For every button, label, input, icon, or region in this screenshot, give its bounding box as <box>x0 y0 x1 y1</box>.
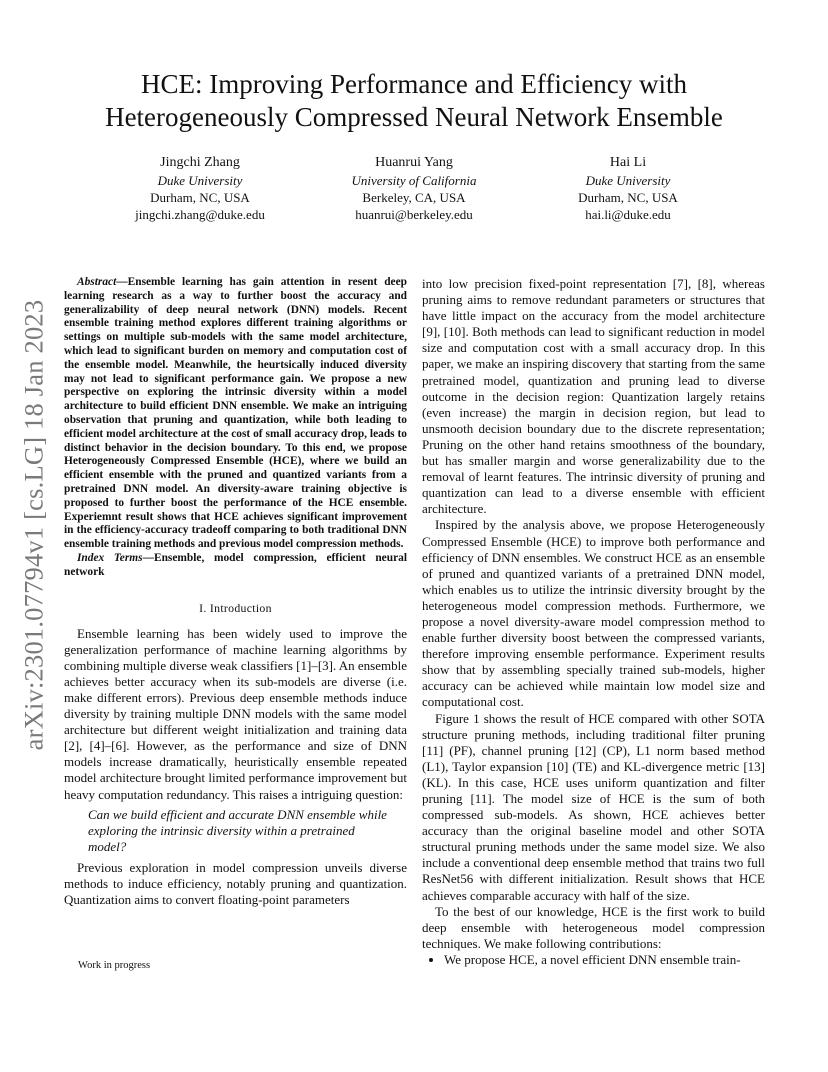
right-paragraph-3: Figure 1 shows the result of HCE compared with other SOTA structure pruning methods, including traditional filter pruning [11] (PF), channel pruning [12] (CP), L1 norm based method (L1), Taylor expansion [10] (TE) and KL-divergence metric [13] (KL). In this case, HCE uses uniform quantization and filter pruning [11]. The model size of HCE is the sum of both compressed sub-models. As shown, HCE achieves better accuracy than the original baseline model and other SOTA structural pruning methods under the same model size. We also include a conventional deep ensemble method that trains two full ResNet56 with different initialization. Result shows that HCE achieves comparable accuracy with half of the size. <box>422 710 765 903</box>
abstract-text: —Ensemble learning has gain attention in resent deep learning research as a way to further boost the accuracy and generalizability of deep neural network (DNN) models. Recent ensemble training method explores different training algorithms or settings on multiple sub-models with the same model architecture, which lead to significant burden on memory and computation cost of the ensemble model. Meanwhile, the heurtsically induced diversity may not lead to significant performance gain. We propose a new perspective on exploring the intrinsic diversity within a model architecture to build efficient DNN ensemble. We make an intriguing observation that pruning and quantization, while both leading to efficient model architecture at the cost of small accuracy drop, leads to distinct behavior in the decision boundary. To this end, we propose Heterogeneously Compressed Ensemble (HCE), where we build an efficient ensemble with the pruned and quantized variants from a pretrained DNN model. An diversity-aware training objective is proposed to further boost the performance of the HCE ensemble. Experiemnt result shows that HCE achieves significant improvement in the efficiency-accuracy tradeoff comparing to both traditional DNN ensemble training methods and previous model compression methods. <box>64 276 407 551</box>
author-email: hai.li@duke.edu <box>585 207 671 222</box>
contribution-item: • We propose HCE, a novel efficient DNN ensemble train- <box>444 952 765 968</box>
author-3 <box>528 154 728 223</box>
footnote: Work in progress <box>78 960 151 971</box>
right-paragraph-1: into low precision fixed-point representation [7], [8], whereas pruning aims to remove redundant parameters or structures that have little impact on the accuracy from the model architecture [9], [10]. Both methods can lead to significant reduction in model size and computation cost with a small accuracy drop. In this paper, we make an inspiring discovery that starting from the same pretrained model, quantization and pruning lead to diverse outcome in the decision region: Quantization largely retains (even increase) the margin in decision region, but lead to unsmooth decision boundary due to the discrete representation; Pruning on the other hand retains smoothness of the boundary, but has smaller margin and worse generalizability due to the removal of learnt features. The intrinsic diversity of pruning and quantization can lead to a diverse ensemble with efficient architecture. <box>422 276 765 517</box>
section-heading-introduction: I. Introduction <box>199 600 272 615</box>
left-column <box>64 276 407 908</box>
title-line-1: HCE: Improving Performance and Efficiency with <box>140 69 688 99</box>
index-terms-text: —Ensemble, model compression, efficient neural network <box>64 551 407 578</box>
arxiv-stamp-text: arXiv:2301.07794v1 [cs.LG] 18 Jan 2023 <box>18 299 49 751</box>
author-location: Durham, NC, USA <box>578 190 678 205</box>
author-2 <box>314 154 514 223</box>
title-line-2: Heterogeneously Compressed Neural Network Ensemble <box>105 102 723 132</box>
author-location: Durham, NC, USA <box>150 190 250 205</box>
author-email: jingchi.zhang@duke.edu <box>135 207 265 222</box>
arxiv-stamp <box>10 290 58 760</box>
author-name: Hai Li <box>609 155 647 170</box>
right-paragraph-2: Inspired by the analysis above, we propose Heterogeneously Compressed Ensemble (HCE) to improve both performance and efficiency of DNN ensembles. We construct HCE as an ensemble of pruned and quantized variants of a pretrained DNN model, which enables us to utilize the intrinsic diversity brought by the heterogeneous model compression methods. Furthermore, we propose a novel diversity-aware model compression method to enable further diversity boost between the compressed variants, therefore improving ensemble performance. Experiment results show that by assembling specially trained sub-models, higher accuracy can be achieved while maintain low model size and computational cost. <box>422 517 765 710</box>
author-affiliation: Duke University <box>585 173 671 188</box>
author-block <box>100 154 728 223</box>
index-terms <box>64 552 407 580</box>
abstract <box>64 276 407 552</box>
contributions-list <box>422 952 765 968</box>
paper-title <box>60 68 768 134</box>
author-name: Huanrui Yang <box>375 155 453 170</box>
intro-question: Can we build efficient and accurate DNN ensemble while exploring the intrinsic diversity within a pretrained model? <box>88 806 387 854</box>
right-column <box>422 276 765 968</box>
right-paragraph-4: To the best of our knowledge, HCE is the first work to build deep ensemble with heterogeneous model compression techniques. We make following contributions: <box>422 903 765 951</box>
intro-paragraph-2: Previous exploration in model compression unveils diverse methods to induce efficiency, notably pruning and quantization. Quantization aims to convert floating-point parameters <box>64 859 407 908</box>
author-name: Jingchi Zhang <box>160 155 240 170</box>
abstract-lead: Abstract <box>77 276 117 288</box>
intro-paragraph-1: Ensemble learning has been widely used to improve the generalization performance of machine learning algorithms by combining multiple diverse weak classifiers [1]–[3]. An ensemble achieves better accuracy when its sub-models are diverse (i.e. make different errors). Previous deep ensemble methods induce diversity by training multiple DNN models with the same model architecture but different weight initialization and training data [2], [4]–[6]. However, as the performance and size of DNN models increase dramatically, heuristically ensemble repeated model architecture brought limited performance improvement but heavy computation redundancy. This raises a intriguing question: <box>64 625 407 802</box>
author-1 <box>100 154 300 223</box>
index-terms-lead: Index Terms <box>77 551 143 564</box>
author-affiliation: University of California <box>351 173 477 188</box>
author-affiliation: Duke University <box>157 173 243 188</box>
author-location: Berkeley, CA, USA <box>362 190 466 205</box>
author-email: huanrui@berkeley.edu <box>355 207 473 222</box>
